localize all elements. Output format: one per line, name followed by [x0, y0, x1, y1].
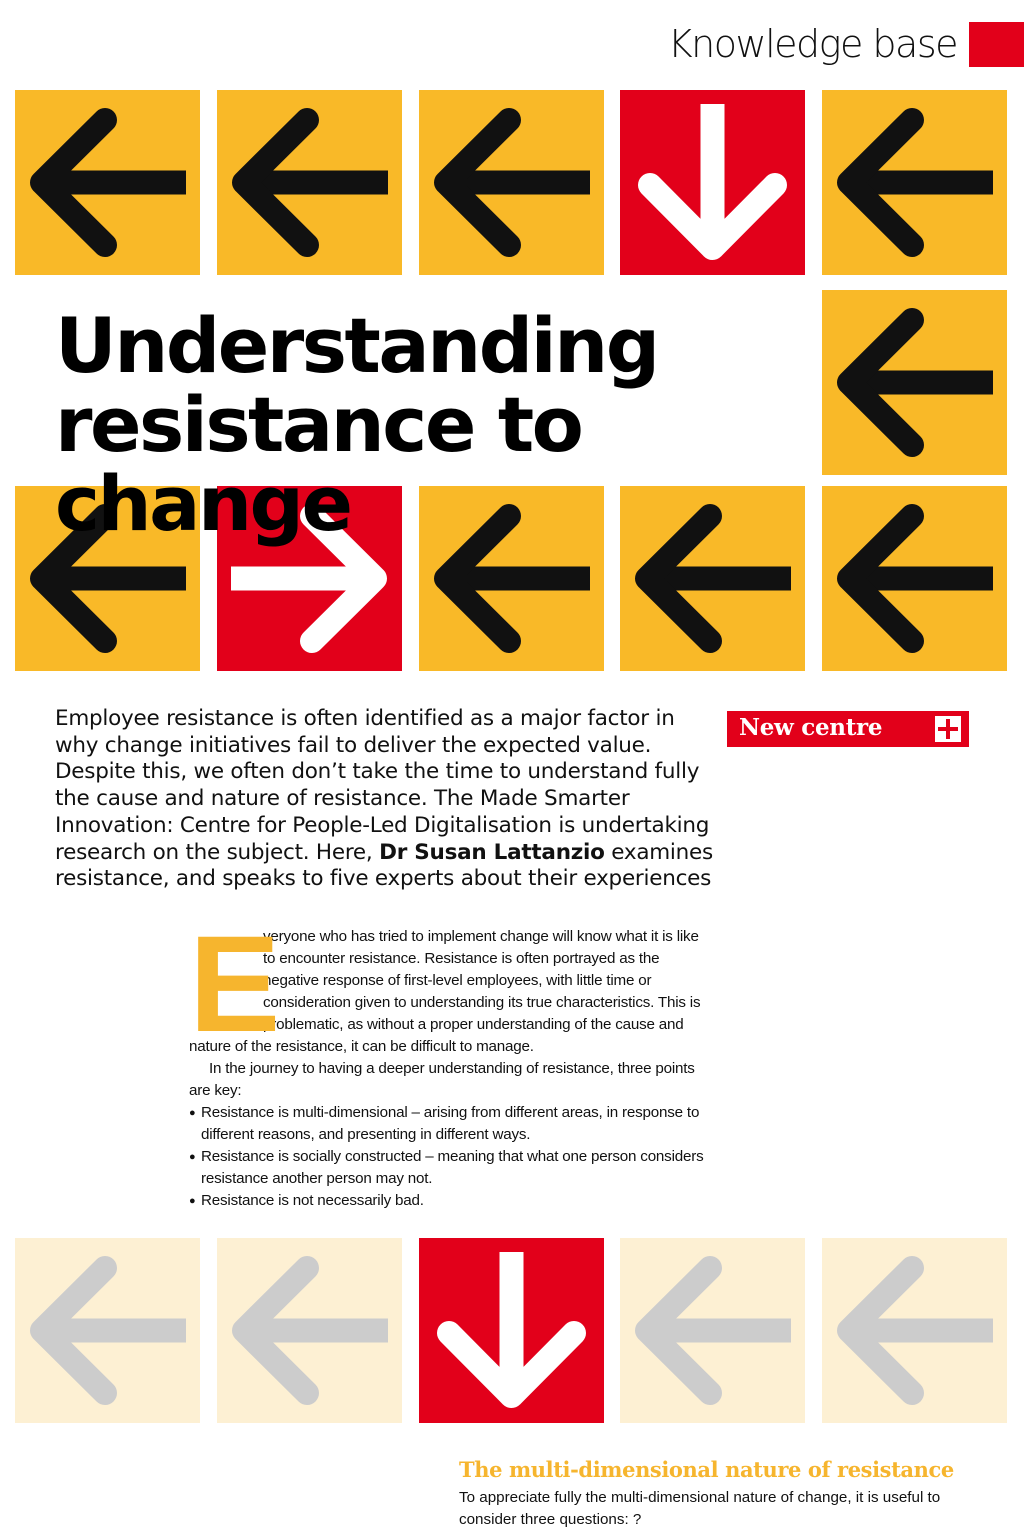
list-item: ● Resistance is socially constructed – meaning that what one person considers resistance another person may not. — [189, 1146, 707, 1190]
arrow-tile — [620, 90, 805, 275]
arrow-left-icon — [822, 290, 1007, 475]
article-title — [55, 301, 815, 548]
arrow-down-icon — [419, 1238, 604, 1423]
section-paragraph: To appreciate fully the multi-dimensional nature of change, it is useful to consider three questions: ? — [459, 1489, 941, 1528]
body-paragraph-2: In the journey to having a deeper understanding of resistance, three points are key: — [189, 1060, 695, 1099]
body-paragraph-1: veryone who has tried to implement change will know what it is like to encounter resistance. Resistance is often portrayed as the negative response of first-level employees, with little time or consideration given to understanding its true characteristics. This is problematic, as without a proper understanding of the cause and nature of the resistance, it can be difficult to manage. — [189, 928, 701, 1055]
arrow-down-icon — [620, 90, 805, 275]
arrow-tile — [217, 90, 402, 275]
arrow-left-icon — [620, 1238, 805, 1423]
arrow-left-icon — [822, 90, 1007, 275]
article-standfirst — [55, 706, 715, 893]
standfirst-text: Employee resistance is often identified as a major factor in why change initiatives fail to deliver the expected value. Despite this, we often don’t take the time to understand fully the cause and nature of resistance. The Made Smarter Innovation: Centre for People-Led Digitalisation is undertaking research on the subject. Here, — [55, 706, 710, 865]
plus-icon — [935, 716, 961, 742]
badge-label: New centre — [739, 714, 883, 741]
arrow-tile — [419, 90, 604, 275]
standfirst-text-end: examines resistance, and speaks to five experts about their experiences — [55, 839, 713, 892]
arrow-left-icon — [15, 90, 200, 275]
arrow-left-icon — [419, 90, 604, 275]
arrow-tile — [822, 1238, 1007, 1423]
arrow-tile — [822, 290, 1007, 475]
section-subheading: The multi-dimensional nature of resistance — [459, 1457, 954, 1482]
arrow-tile — [620, 1238, 805, 1423]
title-line-2: resistance to change — [55, 380, 582, 548]
list-item: ● Resistance is not necessarily bad. — [189, 1190, 707, 1212]
arrow-left-icon — [15, 1238, 200, 1423]
arrow-left-icon — [822, 1238, 1007, 1423]
author-name: Dr Susan Lattanzio — [379, 839, 605, 865]
arrow-tile — [822, 486, 1007, 671]
arrow-tile — [822, 90, 1007, 275]
arrow-tile — [419, 1238, 604, 1423]
title-line-1: Understanding — [55, 301, 658, 390]
drop-cap — [189, 908, 281, 1061]
arrow-left-icon — [217, 90, 402, 275]
key-points-list — [189, 1102, 707, 1212]
arrow-left-icon — [822, 486, 1007, 671]
arrow-tile — [15, 90, 200, 275]
list-item: ● Resistance is multi-dimensional – arising from different areas, in response to different reasons, and presenting in different ways. — [189, 1102, 707, 1146]
new-centre-badge — [727, 711, 969, 747]
section-label: Knowledge base — [667, 22, 957, 66]
arrow-tile — [15, 1238, 200, 1423]
article-body — [189, 908, 707, 1212]
arrow-left-icon — [217, 1238, 402, 1423]
arrow-tile — [217, 1238, 402, 1423]
section-marker — [969, 22, 1024, 67]
drop-cap-letter: E — [189, 908, 281, 1061]
